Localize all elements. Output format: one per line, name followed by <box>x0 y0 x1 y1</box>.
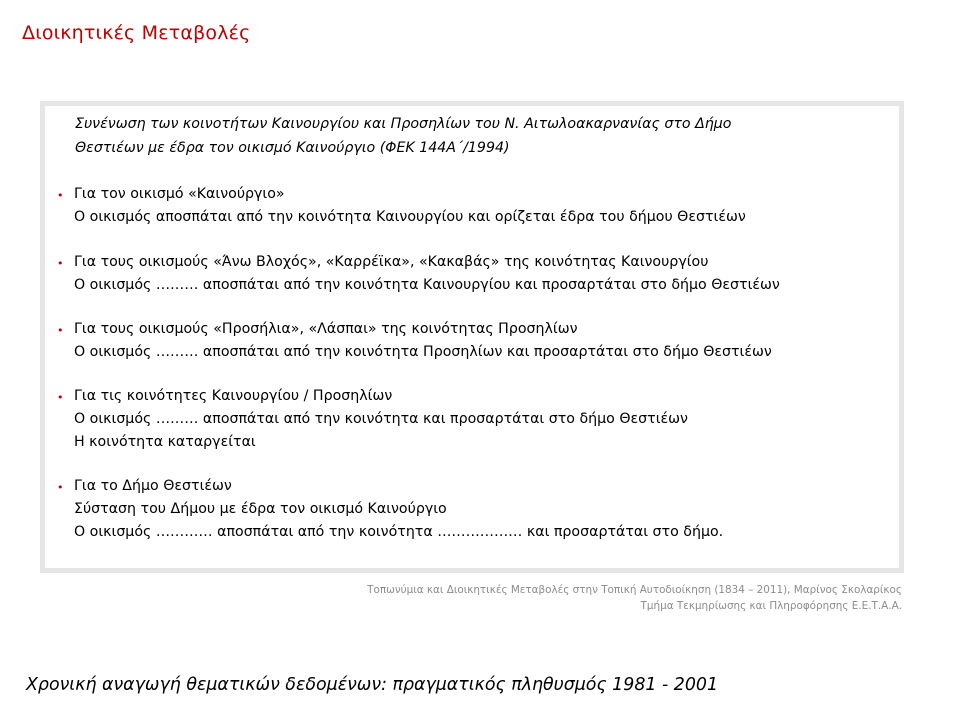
bullet-icon: • <box>57 391 64 404</box>
source-line-2: Τμήμα Τεκμηρίωσης και Πληροφόρησης Ε.Ε.Τ.Α.Α. <box>640 600 902 612</box>
item-line: Ο οικισμός ……… αποσπάται από την κοινότητα Προσηλίων και προσαρτάται στο δήμο Θεστιέων <box>74 344 772 360</box>
bullet-icon: • <box>57 189 64 202</box>
bullet-icon: • <box>57 324 64 337</box>
item-line: Ο οικισμός ……… αποσπάται από την κοινότητα και προσαρτάται στο δήμο Θεστιέων <box>74 411 688 427</box>
source-line-1: Τοπωνύμια και Διοικητικές Μεταβολές στην Τοπική Αυτοδιοίκηση (1834 – 2011), Μαρίνος Σκολαρίκος <box>367 584 902 596</box>
intro-line-2: Θεστιέων με έδρα τον οικισμό Καινούργιο (ΦΕΚ 144Α΄/1994) <box>75 140 510 156</box>
list-item <box>57 385 877 454</box>
bullet-icon: • <box>57 257 64 270</box>
item-line: Ο οικισμός ………… αποσπάται από την κοινότητα ……………… και προσαρτάται στο δήμο. <box>74 524 724 540</box>
item-heading: Για τον οικισμό «Καινούργιο» <box>74 186 285 202</box>
bullet-icon: • <box>57 481 64 494</box>
list-item <box>57 318 877 364</box>
item-line: Ο οικισμός ……… αποσπάται από την κοινότητα Καινουργίου και προσαρτάται στο δήμο Θεστιέων <box>74 277 780 293</box>
page-title: Διοικητικές Μεταβολές <box>22 22 251 44</box>
list-item <box>57 251 877 297</box>
list-item <box>57 475 877 544</box>
source-citation <box>367 582 902 614</box>
list-item <box>57 183 877 229</box>
item-line: Η κοινότητα καταργείται <box>74 434 256 450</box>
intro-text <box>75 112 875 160</box>
item-heading: Για το Δήμο Θεστιέων <box>74 478 232 494</box>
item-heading: Για τους οικισμούς «Άνω Βλοχός», «Καρρέϊκα», «Κακαβάς» της κοινότητας Καινουργίου <box>74 254 709 270</box>
footer-caption: Χρονική αναγωγή θεματικών δεδομένων: πραγματικός πληθυσμός 1981 - 2001 <box>26 675 719 695</box>
item-line: Ο οικισμός αποσπάται από την κοινότητα Καινουργίου και ορίζεται έδρα του δήμου Θεστιέων <box>74 209 746 225</box>
item-heading: Για τους οικισμούς «Προσήλια», «Λάσπαι» της κοινότητας Προσηλίων <box>74 321 578 337</box>
item-heading: Για τις κοινότητες Καινουργίου / Προσηλίων <box>74 388 393 404</box>
intro-line-1: Συνένωση των κοινοτήτων Καινουργίου και Προσηλίων του Ν. Αιτωλοακαρνανίας στο Δήμο <box>75 116 732 132</box>
content-panel <box>40 101 904 573</box>
item-line: Σύσταση του Δήμου με έδρα τον οικισμό Καινούργιο <box>74 501 447 517</box>
